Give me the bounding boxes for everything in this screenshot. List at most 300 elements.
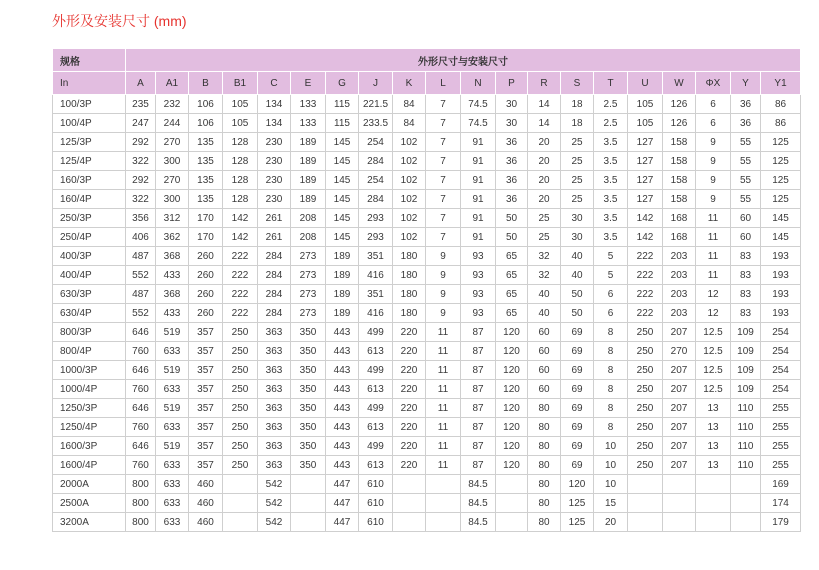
dim-cell-c: 363 <box>258 323 291 342</box>
dim-cell-phix: 13 <box>696 437 731 456</box>
dim-cell-b: 460 <box>189 475 223 494</box>
dim-cell-k: 102 <box>393 190 426 209</box>
dim-cell-a1: 270 <box>156 171 189 190</box>
dim-cell-t: 8 <box>594 342 628 361</box>
dim-cell-u: 222 <box>628 266 663 285</box>
dim-cell-e: 350 <box>291 399 326 418</box>
column-header-t: T <box>594 72 628 95</box>
dim-cell-a1: 633 <box>156 342 189 361</box>
dim-cell-l: 9 <box>426 304 461 323</box>
dim-cell-n: 84.5 <box>461 494 496 513</box>
dim-cell-b: 357 <box>189 380 223 399</box>
column-header-w: W <box>663 72 696 95</box>
dim-cell-phix: 6 <box>696 95 731 114</box>
table-row <box>53 399 801 418</box>
dim-cell-e: 189 <box>291 171 326 190</box>
spec-cell: 400/4P <box>53 266 126 285</box>
dim-cell-a: 646 <box>126 437 156 456</box>
column-header-n: N <box>461 72 496 95</box>
dim-cell-l <box>426 494 461 513</box>
column-header-in: In <box>53 72 126 95</box>
spec-cell: 250/3P <box>53 209 126 228</box>
dim-cell-a1: 244 <box>156 114 189 133</box>
dim-cell-p: 36 <box>496 152 528 171</box>
table-row <box>53 209 801 228</box>
dim-cell-j: 351 <box>359 285 393 304</box>
dim-cell-y1: 86 <box>761 114 801 133</box>
dim-cell-p <box>496 475 528 494</box>
dim-cell-y: 109 <box>731 342 761 361</box>
dim-cell-k: 180 <box>393 266 426 285</box>
dim-cell-y: 55 <box>731 190 761 209</box>
dim-cell-a: 356 <box>126 209 156 228</box>
dim-cell-b1: 128 <box>223 171 258 190</box>
dim-cell-b: 460 <box>189 494 223 513</box>
table-row <box>53 342 801 361</box>
spec-cell: 1250/3P <box>53 399 126 418</box>
dim-cell-p: 120 <box>496 361 528 380</box>
dim-cell-g: 115 <box>326 95 359 114</box>
dim-cell-b1 <box>223 513 258 532</box>
dim-cell-k: 220 <box>393 361 426 380</box>
dim-cell-y1: 193 <box>761 285 801 304</box>
table-row <box>53 228 801 247</box>
dim-cell-a1: 519 <box>156 323 189 342</box>
table-row <box>53 513 801 532</box>
dim-cell-e: 350 <box>291 418 326 437</box>
dim-cell-n: 87 <box>461 323 496 342</box>
dim-cell-a1: 368 <box>156 285 189 304</box>
dim-cell-l <box>426 475 461 494</box>
dim-cell-p: 120 <box>496 437 528 456</box>
spec-cell: 2500A <box>53 494 126 513</box>
table-row <box>53 152 801 171</box>
dim-cell-l: 7 <box>426 114 461 133</box>
spec-cell: 100/4P <box>53 114 126 133</box>
dim-cell-a1: 633 <box>156 475 189 494</box>
dim-cell-a1: 300 <box>156 190 189 209</box>
dim-cell-w: 203 <box>663 285 696 304</box>
dim-cell-l: 11 <box>426 456 461 475</box>
dim-cell-r: 80 <box>528 437 561 456</box>
dim-cell-s: 18 <box>561 114 594 133</box>
dim-cell-p: 120 <box>496 418 528 437</box>
dim-cell-e: 273 <box>291 247 326 266</box>
dim-cell-a: 760 <box>126 418 156 437</box>
spec-cell: 1250/4P <box>53 418 126 437</box>
dim-cell-a: 487 <box>126 247 156 266</box>
dim-cell-c: 363 <box>258 380 291 399</box>
column-header-b: B <box>189 72 223 95</box>
dim-cell-y <box>731 475 761 494</box>
dim-cell-b1: 128 <box>223 152 258 171</box>
dim-cell-w <box>663 494 696 513</box>
dim-cell-y: 60 <box>731 209 761 228</box>
dim-cell-t: 3.5 <box>594 209 628 228</box>
dim-cell-a: 487 <box>126 285 156 304</box>
dim-cell-g: 447 <box>326 513 359 532</box>
dim-cell-k <box>393 475 426 494</box>
dim-cell-t: 6 <box>594 304 628 323</box>
dim-cell-u <box>628 475 663 494</box>
spec-cell: 160/4P <box>53 190 126 209</box>
dim-cell-g: 443 <box>326 399 359 418</box>
dim-cell-r: 20 <box>528 190 561 209</box>
dim-cell-a1: 633 <box>156 513 189 532</box>
dim-cell-c: 134 <box>258 95 291 114</box>
dim-cell-p: 65 <box>496 266 528 285</box>
dim-cell-a1: 633 <box>156 418 189 437</box>
dim-cell-b: 357 <box>189 437 223 456</box>
dimensions-group-header: 外形尺寸与安装尺寸 <box>126 49 801 72</box>
dim-cell-c: 230 <box>258 171 291 190</box>
dim-cell-y: 110 <box>731 456 761 475</box>
dim-cell-y1: 125 <box>761 152 801 171</box>
dim-cell-c: 363 <box>258 437 291 456</box>
dim-cell-g: 145 <box>326 190 359 209</box>
table-row <box>53 418 801 437</box>
dim-cell-k: 220 <box>393 342 426 361</box>
spec-cell: 160/3P <box>53 171 126 190</box>
dim-cell-g: 447 <box>326 494 359 513</box>
dim-cell-u <box>628 494 663 513</box>
dim-cell-a: 322 <box>126 152 156 171</box>
dim-cell-a: 552 <box>126 304 156 323</box>
dim-cell-n: 87 <box>461 399 496 418</box>
dim-cell-l: 11 <box>426 380 461 399</box>
dimension-table <box>52 48 801 532</box>
dim-cell-r: 20 <box>528 133 561 152</box>
dim-cell-b1: 222 <box>223 266 258 285</box>
dim-cell-p: 120 <box>496 399 528 418</box>
dim-cell-y: 109 <box>731 361 761 380</box>
dim-cell-b1: 250 <box>223 342 258 361</box>
column-header-a1: A1 <box>156 72 189 95</box>
dim-cell-phix: 12 <box>696 304 731 323</box>
dim-cell-y1: 145 <box>761 209 801 228</box>
spec-cell: 125/4P <box>53 152 126 171</box>
dim-cell-w: 207 <box>663 380 696 399</box>
dim-cell-e: 273 <box>291 285 326 304</box>
dim-cell-u <box>628 513 663 532</box>
dim-cell-b: 135 <box>189 133 223 152</box>
dim-cell-n: 91 <box>461 171 496 190</box>
dim-cell-j: 221.5 <box>359 95 393 114</box>
dim-cell-t: 8 <box>594 418 628 437</box>
dim-cell-phix: 12 <box>696 285 731 304</box>
column-header-c: C <box>258 72 291 95</box>
dim-cell-s: 30 <box>561 228 594 247</box>
page-title: 外形及安装尺寸 (mm) <box>52 13 187 29</box>
dim-cell-c: 230 <box>258 190 291 209</box>
dim-cell-u: 127 <box>628 190 663 209</box>
dim-cell-b1: 222 <box>223 285 258 304</box>
dim-cell-s: 69 <box>561 399 594 418</box>
dim-cell-a: 646 <box>126 323 156 342</box>
dim-cell-phix: 12.5 <box>696 323 731 342</box>
column-header-b1: B1 <box>223 72 258 95</box>
dim-cell-t: 2.5 <box>594 95 628 114</box>
dim-cell-w: 158 <box>663 171 696 190</box>
dim-cell-u: 250 <box>628 342 663 361</box>
dim-cell-p: 120 <box>496 456 528 475</box>
dim-cell-phix: 13 <box>696 418 731 437</box>
dim-cell-j: 499 <box>359 323 393 342</box>
dim-cell-r: 25 <box>528 209 561 228</box>
dim-cell-c: 230 <box>258 152 291 171</box>
dim-cell-a: 646 <box>126 399 156 418</box>
dim-cell-s: 125 <box>561 494 594 513</box>
dim-cell-u: 127 <box>628 152 663 171</box>
dim-cell-b1: 250 <box>223 437 258 456</box>
dim-cell-k: 84 <box>393 95 426 114</box>
dim-cell-n: 93 <box>461 266 496 285</box>
dim-cell-p: 120 <box>496 323 528 342</box>
dim-cell-l: 7 <box>426 228 461 247</box>
dim-cell-phix: 12.5 <box>696 342 731 361</box>
dim-cell-r: 20 <box>528 171 561 190</box>
dim-cell-phix <box>696 513 731 532</box>
column-header-phix: ΦX <box>696 72 731 95</box>
dim-cell-a1: 270 <box>156 133 189 152</box>
dim-cell-u: 250 <box>628 456 663 475</box>
dim-cell-s: 69 <box>561 380 594 399</box>
dim-cell-t: 8 <box>594 323 628 342</box>
dim-cell-phix: 9 <box>696 190 731 209</box>
table-row <box>53 247 801 266</box>
dim-cell-a: 247 <box>126 114 156 133</box>
dim-cell-c: 134 <box>258 114 291 133</box>
dim-cell-e: 273 <box>291 266 326 285</box>
dim-cell-n: 87 <box>461 456 496 475</box>
spec-cell: 630/3P <box>53 285 126 304</box>
dim-cell-n: 91 <box>461 152 496 171</box>
dim-cell-e: 350 <box>291 437 326 456</box>
dim-cell-c: 284 <box>258 304 291 323</box>
dim-cell-c: 363 <box>258 342 291 361</box>
dim-cell-n: 93 <box>461 285 496 304</box>
dim-cell-l: 11 <box>426 361 461 380</box>
dim-cell-g: 145 <box>326 133 359 152</box>
column-header-l: L <box>426 72 461 95</box>
dim-cell-c: 542 <box>258 494 291 513</box>
dim-cell-r: 14 <box>528 114 561 133</box>
dim-cell-b: 260 <box>189 247 223 266</box>
dim-cell-r: 60 <box>528 361 561 380</box>
dim-cell-e: 350 <box>291 380 326 399</box>
table-row <box>53 133 801 152</box>
dim-cell-l: 9 <box>426 247 461 266</box>
dim-cell-b: 460 <box>189 513 223 532</box>
dim-cell-phix: 9 <box>696 133 731 152</box>
dim-cell-t: 3.5 <box>594 133 628 152</box>
dim-cell-a1: 433 <box>156 266 189 285</box>
dim-cell-a1: 633 <box>156 494 189 513</box>
dim-cell-b1: 105 <box>223 114 258 133</box>
dim-cell-g: 443 <box>326 361 359 380</box>
dim-cell-e: 350 <box>291 342 326 361</box>
dim-cell-k: 102 <box>393 133 426 152</box>
dim-cell-y: 83 <box>731 247 761 266</box>
dim-cell-j: 610 <box>359 494 393 513</box>
dim-cell-u: 250 <box>628 380 663 399</box>
dim-cell-u: 250 <box>628 437 663 456</box>
dim-cell-a: 760 <box>126 456 156 475</box>
dim-cell-y1: 255 <box>761 418 801 437</box>
dim-cell-k: 180 <box>393 247 426 266</box>
dim-cell-c: 363 <box>258 361 291 380</box>
dim-cell-l: 7 <box>426 95 461 114</box>
dim-cell-r: 25 <box>528 228 561 247</box>
dim-cell-e: 350 <box>291 456 326 475</box>
dim-cell-a: 760 <box>126 342 156 361</box>
dim-cell-a1: 519 <box>156 361 189 380</box>
dim-cell-e: 189 <box>291 190 326 209</box>
dim-cell-w: 203 <box>663 247 696 266</box>
dim-cell-p: 36 <box>496 171 528 190</box>
dim-cell-l: 7 <box>426 209 461 228</box>
dim-cell-p: 30 <box>496 114 528 133</box>
dim-cell-u: 142 <box>628 228 663 247</box>
dim-cell-g: 189 <box>326 266 359 285</box>
table-row <box>53 114 801 133</box>
dim-cell-a: 800 <box>126 513 156 532</box>
dim-cell-y: 83 <box>731 304 761 323</box>
spec-cell: 800/4P <box>53 342 126 361</box>
dim-cell-k: 102 <box>393 152 426 171</box>
dim-cell-c: 542 <box>258 513 291 532</box>
dim-cell-s: 40 <box>561 247 594 266</box>
dim-cell-j: 613 <box>359 456 393 475</box>
dim-cell-c: 363 <box>258 399 291 418</box>
dim-cell-b1: 105 <box>223 95 258 114</box>
spec-cell: 1600/4P <box>53 456 126 475</box>
dim-cell-s: 69 <box>561 418 594 437</box>
dim-cell-g: 115 <box>326 114 359 133</box>
dim-cell-k: 102 <box>393 171 426 190</box>
dim-cell-u: 250 <box>628 361 663 380</box>
dim-cell-n: 87 <box>461 361 496 380</box>
dim-cell-a: 800 <box>126 475 156 494</box>
dim-cell-t: 10 <box>594 456 628 475</box>
dim-cell-l: 11 <box>426 399 461 418</box>
dim-cell-s: 30 <box>561 209 594 228</box>
dim-cell-r: 20 <box>528 152 561 171</box>
dim-cell-u: 127 <box>628 171 663 190</box>
dim-cell-y1: 254 <box>761 380 801 399</box>
dim-cell-g: 145 <box>326 209 359 228</box>
dim-cell-a1: 368 <box>156 247 189 266</box>
dim-cell-y: 109 <box>731 380 761 399</box>
dim-cell-a1: 519 <box>156 437 189 456</box>
dim-cell-k: 102 <box>393 228 426 247</box>
group-header-row <box>53 49 801 72</box>
dim-cell-n: 87 <box>461 437 496 456</box>
dim-cell-r: 80 <box>528 399 561 418</box>
dim-cell-t: 2.5 <box>594 114 628 133</box>
dim-cell-b1: 222 <box>223 304 258 323</box>
dim-cell-w: 168 <box>663 209 696 228</box>
dim-cell-j: 233.5 <box>359 114 393 133</box>
dim-cell-phix <box>696 494 731 513</box>
dim-cell-p <box>496 513 528 532</box>
dim-cell-l: 11 <box>426 418 461 437</box>
dim-cell-l <box>426 513 461 532</box>
dim-cell-b1: 222 <box>223 247 258 266</box>
dim-cell-y1: 255 <box>761 399 801 418</box>
dim-cell-y1: 174 <box>761 494 801 513</box>
dim-cell-b1: 250 <box>223 399 258 418</box>
dim-cell-j: 254 <box>359 171 393 190</box>
dim-cell-y: 36 <box>731 95 761 114</box>
dim-cell-j: 254 <box>359 133 393 152</box>
dim-cell-b1: 250 <box>223 323 258 342</box>
dim-cell-e: 133 <box>291 95 326 114</box>
column-header-k: K <box>393 72 426 95</box>
dim-cell-j: 416 <box>359 304 393 323</box>
dim-cell-s: 69 <box>561 342 594 361</box>
dim-cell-k: 220 <box>393 437 426 456</box>
spec-cell: 1000/4P <box>53 380 126 399</box>
dim-cell-t: 15 <box>594 494 628 513</box>
dim-cell-e <box>291 475 326 494</box>
dim-cell-j: 416 <box>359 266 393 285</box>
dim-cell-y1: 193 <box>761 304 801 323</box>
dim-cell-g: 443 <box>326 342 359 361</box>
dim-cell-b: 357 <box>189 323 223 342</box>
spec-cell: 630/4P <box>53 304 126 323</box>
dim-cell-r: 40 <box>528 304 561 323</box>
dim-cell-a1: 312 <box>156 209 189 228</box>
dim-cell-n: 91 <box>461 209 496 228</box>
dim-cell-b: 170 <box>189 209 223 228</box>
dim-cell-y: 36 <box>731 114 761 133</box>
dim-cell-y: 55 <box>731 171 761 190</box>
dim-cell-a: 406 <box>126 228 156 247</box>
dim-cell-phix: 12.5 <box>696 361 731 380</box>
table-row <box>53 361 801 380</box>
dim-cell-b: 260 <box>189 285 223 304</box>
dim-cell-b: 357 <box>189 361 223 380</box>
column-header-j: J <box>359 72 393 95</box>
dim-cell-l: 9 <box>426 266 461 285</box>
dim-cell-y1: 254 <box>761 323 801 342</box>
dim-cell-k: 220 <box>393 323 426 342</box>
dim-cell-w: 207 <box>663 323 696 342</box>
dim-cell-c: 363 <box>258 456 291 475</box>
dim-cell-w: 158 <box>663 190 696 209</box>
table-row <box>53 304 801 323</box>
dim-cell-s: 50 <box>561 285 594 304</box>
dim-cell-g: 145 <box>326 228 359 247</box>
spec-cell: 125/3P <box>53 133 126 152</box>
dim-cell-b: 357 <box>189 342 223 361</box>
dim-cell-y1: 179 <box>761 513 801 532</box>
dim-cell-a: 322 <box>126 190 156 209</box>
dim-cell-e: 189 <box>291 152 326 171</box>
column-header-a: A <box>126 72 156 95</box>
table-row <box>53 456 801 475</box>
dim-cell-s: 25 <box>561 171 594 190</box>
column-header-row <box>53 72 801 95</box>
dim-cell-r: 80 <box>528 418 561 437</box>
dim-cell-g: 145 <box>326 152 359 171</box>
dim-cell-n: 74.5 <box>461 95 496 114</box>
dim-cell-w: 207 <box>663 361 696 380</box>
column-header-y: Y <box>731 72 761 95</box>
dim-cell-b: 260 <box>189 266 223 285</box>
table-row <box>53 95 801 114</box>
